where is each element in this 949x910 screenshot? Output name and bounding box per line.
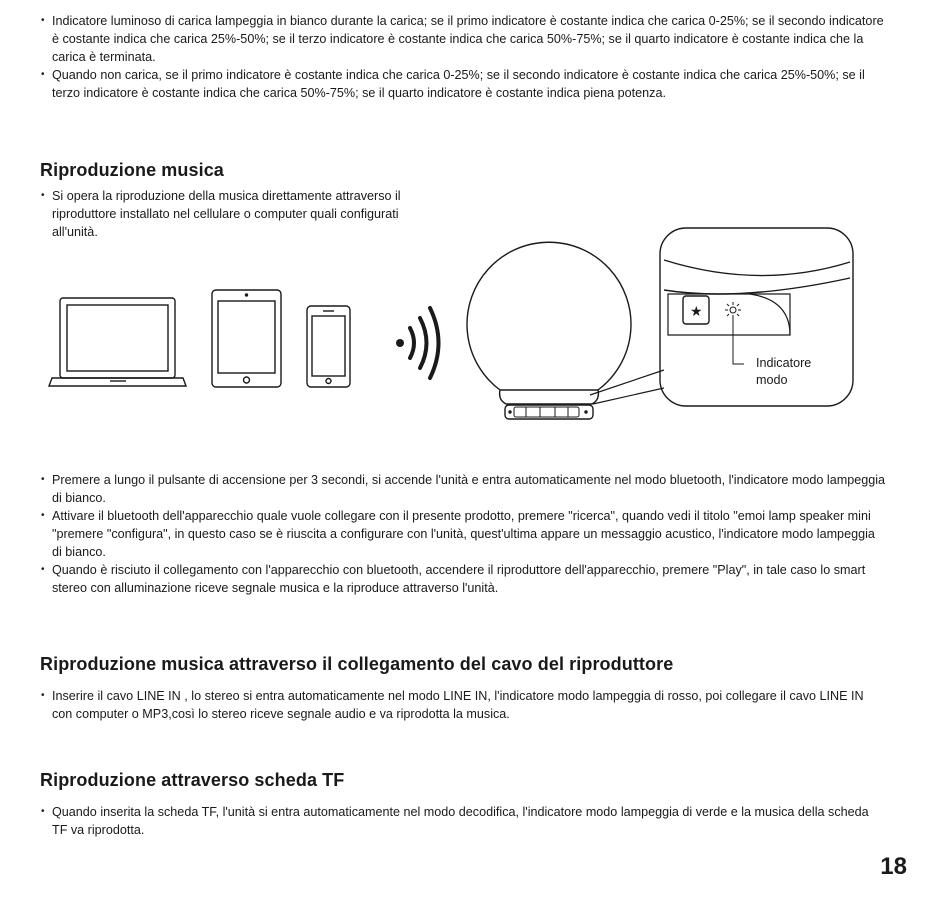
list-item: • Si opera la riproduzione della musica direttamente attraverso il riproduttore installato nel cellulare o computer quali configurati all'unità. xyxy=(40,187,420,241)
laptop-icon xyxy=(49,298,186,386)
list-item: • Indicatore luminoso di carica lampeggia in bianco durante la carica; se il primo indicatore è costante indica che carica 0-25%; se il secondo indicatore è costante indica che carica 25%-50%; se il terzo indicatore è costante indica che carica 50%-75%; se il quarto indicatore è costante indica che la carica è terminata. xyxy=(40,12,885,66)
bluetooth-waves-icon xyxy=(396,308,439,378)
charging-indicator-text xyxy=(40,12,885,102)
section-title-line-in: Riproduzione musica attraverso il collegamento del cavo del riproduttore xyxy=(40,654,674,674)
page-number: 18 xyxy=(880,853,907,880)
list-item: • Quando è risciuto il collegamento con l'apparecchio con bluetooth, accendere il riproduttore dell'apparecchio, premere "Play", in tale caso lo smart stereo con alluminazione riceve segnale musica e la riproduce attraverso l'unità. xyxy=(40,561,885,597)
svg-text:★: ★ xyxy=(690,304,703,320)
list-item: • Quando non carica, se il primo indicatore è costante indica che carica 0-25%; se il secondo indicatore è costante indica che carica 25%-50%; se il terzo indicatore è costante indica che carica 50%-75%; se il quarto indicatore è costante indica piena potenza. xyxy=(40,66,885,102)
section-title-music-playback: Riproduzione musica xyxy=(40,160,224,180)
list-item: • Quando inserita la scheda TF, l'unità si entra automaticamente nel modo decodifica, l'indicatore modo lampeggia di verde e la musica della scheda TF va riprodotta. xyxy=(40,803,885,839)
phone-icon xyxy=(307,306,350,387)
tf-card-text xyxy=(40,803,885,839)
mode-indicator-icon xyxy=(725,302,744,364)
list-item: • Inserire il cavo LINE IN , lo stereo si entra automaticamente nel modo LINE IN, l'indicatore modo lampeggia di rosso, poi collegare il cavo LINE IN con computer o MP3,così lo stereo riceve segnale audio e va riprodotta la musica. xyxy=(40,687,885,723)
list-item: • Attivare il bluetooth dell'apparecchio quale vuole collegare con il presente prodotto, premere "ricerca", quando vedi il titolo "emoi lamp speaker mini "premere "configura", in questo caso se è riuscita a configurare con l'unità, quest'ultima appare un messaggio acustico, l'indicatore modo lampeggia di bianco. xyxy=(40,507,885,561)
bluetooth-steps xyxy=(40,471,885,597)
speaker-lamp-icon xyxy=(467,242,631,419)
bluetooth-connection-illustration xyxy=(0,220,949,460)
mode-indicator-label: Indicatore modo xyxy=(756,356,812,387)
tablet-icon xyxy=(212,290,281,387)
list-item: • Premere a lungo il pulsante di accensione per 3 secondi, si accende l'unità e entra automaticamente nel modo bluetooth, l'indicatore modo lampeggia di bianco. xyxy=(40,471,885,507)
line-in-text xyxy=(40,687,885,723)
section-title-tf-card: Riproduzione attraverso scheda TF xyxy=(40,770,345,790)
